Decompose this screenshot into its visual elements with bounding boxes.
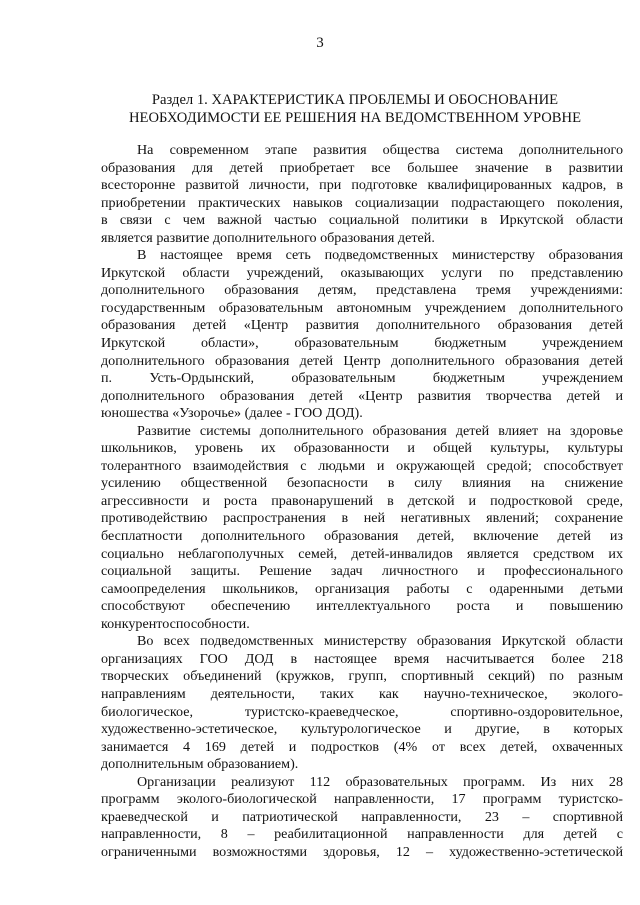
text-line: дополнительным образованием).	[101, 756, 299, 773]
text-line: В настоящее время сеть подведомственных министерству образования	[137, 247, 623, 264]
text-line: На современном этапе развития общества система дополнительного	[137, 142, 623, 158]
text-line: образования для детей приобретает все большее значение в развитии	[101, 159, 623, 176]
text-line: направленности, 8 – реабилитационной направленности для детей с	[101, 826, 623, 843]
paragraph	[101, 142, 623, 247]
heading-line: НЕОБХОДИМОСТИ ЕЕ РЕШЕНИЯ НА ВЕДОМСТВЕННОМ УРОВНЕ	[129, 109, 581, 126]
text-line: творческих объединений (кружков, групп, спортивный секций) по разным	[101, 668, 623, 685]
heading-line: Раздел 1. ХАРАКТЕРИСТИКА ПРОБЛЕМЫ И ОБОСНОВАНИЕ	[151, 92, 559, 108]
text-line: толерантного взаимодействия с людьми и окружающей средой; способствует	[101, 457, 623, 474]
text-line: Развитие системы дополнительного образования детей влияет на здоровье	[137, 422, 623, 439]
paragraph	[101, 423, 623, 634]
text-line: Иркутской области», образовательным бюджетным учреждением	[101, 335, 623, 352]
text-line: является развитие дополнительного образования детей.	[101, 229, 435, 246]
text-line: п. Усть-Ордынский, образовательным бюджетным учреждением	[101, 370, 623, 387]
section-heading	[100, 92, 610, 127]
text-line: направлениям деятельности, таких как научно-техническое, эколого-	[101, 685, 623, 702]
text-line: социально неблагополучных семей, детей-инвалидов является средством их	[101, 545, 623, 562]
paragraph	[101, 633, 623, 773]
text-line: ограниченными возможностями здоровья, 12 – художественно-эстетической	[101, 843, 623, 860]
paragraph	[101, 774, 623, 862]
text-line: конкурентоспособности.	[101, 615, 250, 632]
text-line: государственным образовательным автономным учреждением дополнительного	[101, 299, 623, 316]
text-line: дополнительного образования детей «Центр развития творчества детей и	[101, 387, 623, 404]
text-line: школьников, уровень их образованности и общей культуры, культуры	[101, 440, 623, 457]
text-line: дополнительного образования детям, представлена тремя учреждениями:	[101, 282, 623, 299]
text-line: бесплатности дополнительного образования детей, включение детей из	[101, 528, 623, 545]
text-line: программ эколого-биологической направленности, 17 программ туристско-	[101, 791, 623, 808]
text-line: Во всех подведомственных министерству образования Иркутской области	[137, 633, 623, 650]
text-line: юношества «Узорочье» (далее - ГОО ДОД).	[101, 405, 363, 422]
text-line: краеведческой и патриотической направленности, 23 – спортивной	[101, 808, 623, 825]
text-line: художественно-эстетическое, культурологическое и другие, в которых	[101, 721, 623, 738]
text-line: в связи с чем важной частью социальной политики в Иркутской области	[101, 212, 623, 229]
text-line: образования детей «Центр развития дополнительного образования детей	[101, 317, 623, 334]
text-line: Иркутской области учреждений, оказывающих услуги по представлению	[101, 264, 623, 281]
text-line: дополнительного образования детей Центр дополнительного образования детей	[101, 352, 623, 369]
body-text	[101, 142, 623, 861]
page-number: 3	[316, 35, 324, 51]
text-line: усилению общественной безопасности в силу влияния на снижение	[101, 475, 623, 492]
text-line: организациях ГОО ДОД в настоящее время насчитывается более 218	[101, 650, 623, 667]
text-line: Организации реализуют 112 образовательных программ. Из них 28	[137, 773, 623, 790]
text-line: противодействию распространения в ней негативных явлений; сохранение	[101, 510, 623, 527]
text-line: агрессивности и роста правонарушений в детской и подростковой среде,	[101, 492, 623, 509]
text-line: занимается 4 169 детей и подростков (4% от всех детей, охваченных	[101, 738, 623, 755]
paragraph	[101, 247, 623, 422]
text-line: способствуют обеспечению интеллектуального роста и повышению	[101, 598, 623, 615]
text-line: биологическое, туристско-краеведческое, спортивно-оздоровительное,	[101, 703, 623, 720]
text-line: приобретении практических навыков социализации подрастающего поколения,	[101, 194, 623, 211]
text-line: социальной защиты. Решение задач личностного и профессионального	[101, 563, 623, 580]
text-line: всесторонне развитой личности, при подготовке квалифицированных кадров, в	[101, 177, 623, 194]
text-line: самоопределения школьников, организация работы с одаренными детьми	[101, 580, 623, 597]
